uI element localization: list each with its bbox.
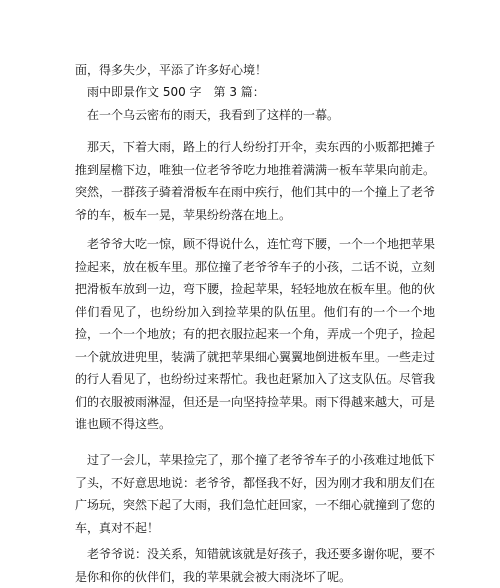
paragraph-3-text: 过了一会儿，苹果捡完了，那个撞了老爷爷车子的小孩难过地低下了头，不好意思地说：老爷爷，都怪我不好，因为刚才我和朋友们在广场玩，突然下起了大雨，我们急忙赶回家，一不细心就撞到了您的车，真对不起！ (75, 453, 436, 535)
opening-line: 在一个乌云密布的雨天，我看到了这样的一幕。 (87, 108, 340, 122)
paragraph-4 (75, 543, 435, 588)
paragraph-4-text: 老爷爷说：没关系，知错就该就是好孩子，我还要多谢你呢，要不是你和你的伙伴们，我的苹果就会被大雨浇坏了呢。 (75, 547, 436, 584)
paragraph-1-text: 那天，下着大雨，路上的行人纷纷打开伞，卖东西的小贩都把摊子推到屋檐下边，唯独一位老爷爷吃力地推着满满一板车苹果向前走。突然，一群孩子骑着滑板车在雨中疾行，他们其中的一个撞上了老爷爷的车，板车一晃，苹果纷纷落在地上。 (75, 140, 436, 222)
paragraph-3 (75, 449, 435, 539)
continuation-line: 面，得多失少，平添了许多好心境！ (75, 63, 268, 77)
article-heading: 雨中即景作文 500 字 第 3 篇： (87, 85, 265, 99)
paragraph-2 (75, 233, 435, 436)
paragraph-2-text: 老爷爷大吃一惊，顾不得说什么，连忙弯下腰，一个一个地把苹果捡起来，放在板车里。那位撞了老爷爷车子的小孩，二话不说，立刻把滑板车放到一边，弯下腰，捡起苹果，轻轻地放在板车里。他的伙伴们看见了，也纷纷加入到捡苹果的队伍里。他们有的一个一个地捡，一个一个地放；有的把衣服拉起来一个角，弄成一个兜子，捡起一个就放进兜里，装满了就把苹果细心翼翼地倒进板车里。一些走过的行人看见了，也纷纷过来帮忙。我也赶紧加入了这支队伍。尽管我们的衣服被雨淋湿，但还是一向坚持捡苹果。雨下得越来越大，可是谁也顾不得这些。 (75, 237, 436, 431)
paragraph-1 (75, 136, 435, 226)
